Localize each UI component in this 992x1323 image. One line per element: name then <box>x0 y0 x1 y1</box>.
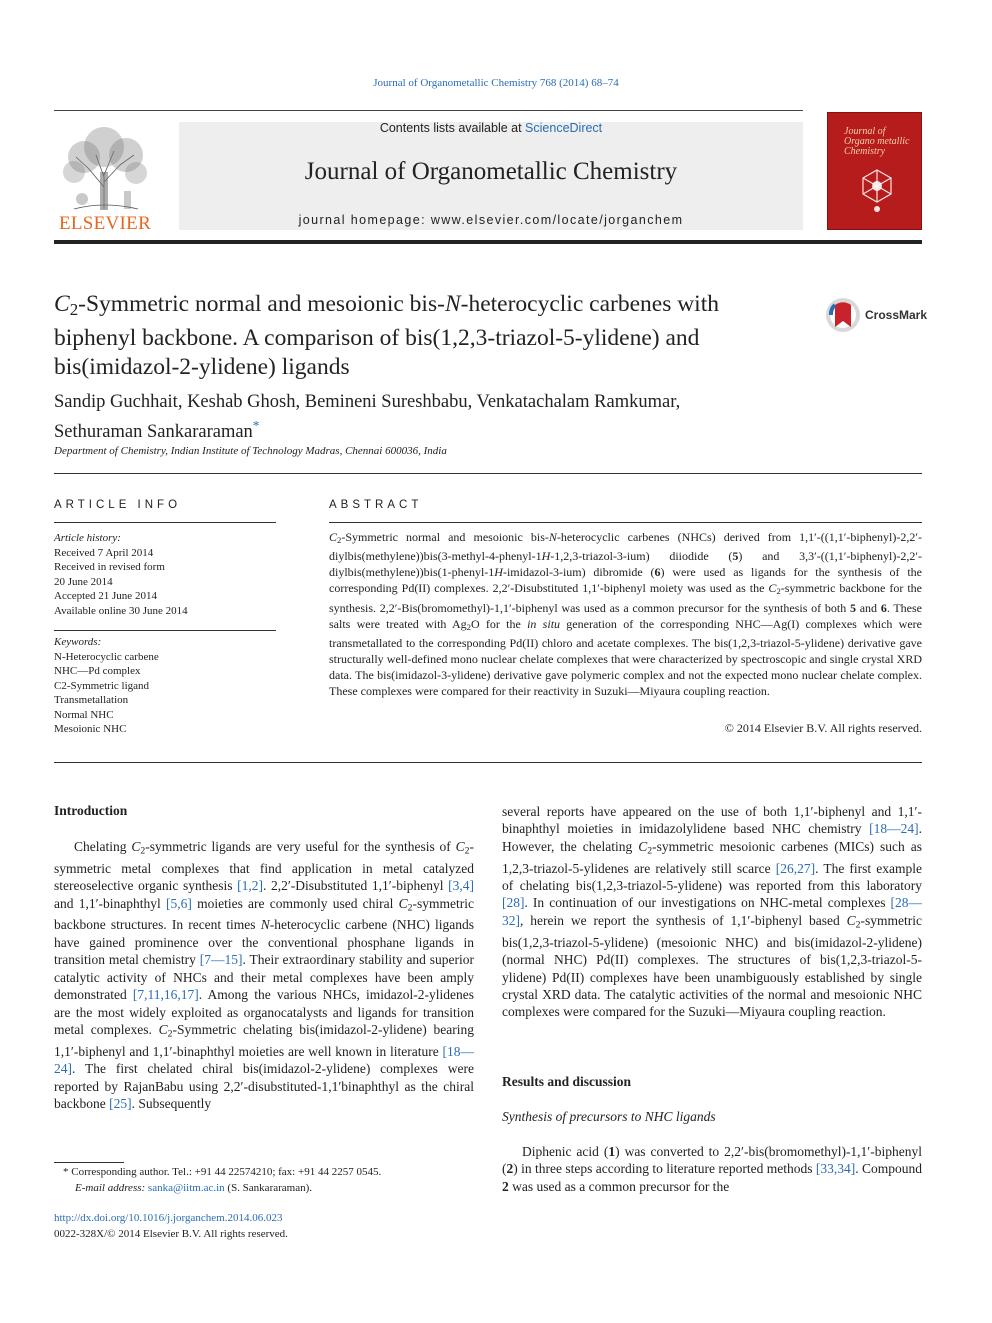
keyword-item: NHC—Pd complex <box>54 665 141 677</box>
article-title: $C_2$-Symmetric normal and mesoionic bis-N-heterocyclic carbenes with biphenyl backbone. A comparison of bis(1,2,3-triazol-5-ylidene) and bis(imidazol-2-ylidene) ligands <box>54 291 719 381</box>
contents-line <box>179 121 803 135</box>
introduction-heading: Introduction <box>54 803 128 818</box>
doi-link[interactable]: http://dx.doi.org/10.1016/j.jorganchem.2014.06.023 <box>54 1212 283 1224</box>
article-title-part1: -Symmetric normal and mesoionic bis- <box>78 291 445 317</box>
keywords-block <box>54 635 159 737</box>
keyword-item: Transmetallation <box>54 694 129 706</box>
email-link[interactable]: sanka@iitm.ac.in <box>147 1181 225 1194</box>
journal-title: Journal of Organometallic Chemistry <box>304 158 678 185</box>
history-item: Available online 30 June 2014 <box>54 604 188 617</box>
header-top-rule <box>54 110 803 111</box>
keywords-rule <box>54 630 276 631</box>
history-item: 20 June 2014 <box>54 575 113 588</box>
authors-line-2: Sethuraman Sankararaman <box>54 422 253 443</box>
affiliation-rule <box>54 473 922 474</box>
article-info-heading: ARTICLE INFO <box>54 499 182 511</box>
history-item: Received in revised form <box>54 561 165 573</box>
corresponding-author-marker[interactable]: * <box>252 418 260 433</box>
article-info-rule <box>54 522 276 523</box>
authors-line-1: Sandip Guchhait, Keshab Ghosh, Bemineni Sureshbabu, Venkatachalam Ramkumar, <box>54 392 681 412</box>
abstract-heading: ABSTRACT <box>329 499 423 511</box>
introduction-paragraph: Chelating $C_2$-symmetric ligands are very useful for the synthesis of $C_2$-symmetric metal complexes that find application in metal catalyzed stereoselective organic synthesis [1,2]. 2,2′-Disubstituted 1,1′-biphenyl [3,4] and 1,1′-binaphthyl [5,6] moieties are commonly used chiral $C_2$-symmetric backbone structures. In recent times N-heterocyclic carbene (NHC) ligands have gained prominence over the conventional phosphane ligands in transition metal chemistry [7—15]. Their extraordinary stability and superior catalytic activity of NHCs and their metal complexes have been amply demonstrated [7,11,16,17]. Among the various NHCs, imidazol-2-ylidenes are the most widely exploited as organocatalysts and ligands for transition metal complexes. $C_2$-Symmetric chelating bis(imidazol-2-ylidene) bearing 1,1′-biphenyl and 1,1′-binaphthyl moieties are well known in literature [18—24]. The first chelated chiral bis(imidazol-2-ylidene) complexes were reported by RajanBabu using 2,2′-disubstituted-1,1′binaphthyl as the chiral backbone [25]. Subsequently <box>54 839 475 1111</box>
author-list <box>54 390 814 444</box>
introduction-continued: several reports have appeared on the use of both 1,1′-biphenyl and 1,1′-binaphthyl moieties in imidazolylidene based NHC chemistry [18—24]. However, the chelating $C_2$-symmetric mesoionic carbenes (MICs) such as 1,2,3-triazol-5-ylidenes are relatively still scarce [26,27]. The first example of chelating bis(1,2,3-triazol-5-ylidene) was reported from this laboratory [28]. In continuation of our investigations on NHC-metal complexes [28—32], herein we report the synthesis of 1,1′-biphenyl based $C_2$-symmetric bis(1,2,3-triazol-5-ylidene) (mesoionic NHC) and bis(imidazol-2-ylidene) (normal NHC) Pd(II) complexes. The structures of bis(1,2,3-triazol-5-ylidene) Pd(II) complexes have been unambiguously established by single crystal XRD data. The catalytic activities of the normal and mesoionic NHC complexes were compared for the Suzuki—Miyaura coupling reaction. <box>502 804 923 1020</box>
footnote-rule <box>54 1162 124 1163</box>
elsevier-wordmark: ELSEVIER <box>58 213 152 234</box>
journal-citation[interactable]: Journal of Organometallic Chemistry 768 (2014) 68–74 <box>373 77 619 89</box>
journal-homepage[interactable]: journal homepage: www.elsevier.com/locate/jorganchem <box>298 213 684 227</box>
email-label: E-mail address: <box>75 1181 148 1194</box>
footnote <box>54 1165 474 1196</box>
keywords-label: Keywords: <box>54 636 102 648</box>
footnote-marker: * <box>63 1166 72 1178</box>
history-item: Accepted 21 June 2014 <box>54 590 157 602</box>
keyword-item: Normal NHC <box>54 708 114 721</box>
author-affiliation: Department of Chemistry, Indian Institute of Technology Madras, Chennai 600036, India <box>54 445 447 457</box>
doi-block <box>54 1211 288 1242</box>
results-heading: Results and discussion <box>502 1074 632 1089</box>
email-suffix: (S. Sankararaman). <box>224 1181 313 1194</box>
article-title-part2: -heterocyclic carbenes with biphenyl backbone. A comparison of bis(1,2,3-triazol-5-ylidene) and bis(imidazol-2-ylidene) ligands <box>54 291 719 381</box>
keyword-item: Mesoionic NHC <box>54 723 127 735</box>
keyword-item: N-Heterocyclic carbene <box>54 650 159 663</box>
history-label: Article history: <box>54 532 121 544</box>
crossmark-label[interactable]: CrossMark <box>865 308 928 322</box>
article-history <box>54 531 188 618</box>
synthesis-subheading: Synthesis of precursors to NHC ligands <box>502 1109 716 1124</box>
abstract-bottom-rule <box>54 762 922 763</box>
cover-title: Journal of Organo metallic Chemistry <box>844 126 910 157</box>
corresponding-author-note: Corresponding author. Tel.: +91 44 22574210; fax: +91 44 2257 0545. <box>71 1166 382 1178</box>
synthesis-paragraph: Diphenic acid (1) was converted to 2,2′-bis(bromomethyl)-1,1′-biphenyl (2) in three steps according to literature reported methods [33,34]. Compound 2 was used as a common precursor for the <box>502 1144 923 1194</box>
issn-line: 0022-328X/© 2014 Elsevier B.V. All rights reserved. <box>54 1227 288 1240</box>
abstract-copyright: © 2014 Elsevier B.V. All rights reserved. <box>724 721 922 735</box>
journal-cover-image <box>827 112 922 230</box>
history-item: Received 7 April 2014 <box>54 546 154 559</box>
cover-molecule-graphic <box>854 165 900 215</box>
keyword-item: C2-Symmetric ligand <box>54 679 150 692</box>
sciencedirect-link[interactable]: ScienceDirect <box>525 121 603 135</box>
abstract-text: $C_2$-Symmetric normal and mesoionic bis-N-heterocyclic carbenes (NHCs) derived from 1,1′-((1,1′-biphenyl)-2,2′-diylbis(methylene))bis(3-methyl-4-phenyl-1H-1,2,3-triazol-3-ium) diiodide (5) and 3,3′-((1,1′-biphenyl)-2,2′-diylbis(methylene))bis(1-phenyl-1H-imidazol-3-ium) dibromide (6) were used as ligands for the synthesis of the corresponding Pd(II) complexes. 2,2′-Disubstituted 1,1′-biphenyl moiety was used as the $C_2$-symmetric backbone for the synthesis. 2,2′-Bis(bromomethyl)-1,1′-biphenyl was used as a common precursor for the synthesis of both 5 and 6. These salts were treated with $Ag_2O$ for the in situ generation of the corresponding NHC—Ag(I) complexes which were transmetallated to the corresponding Pd(II) chloro and acetate complexes. The bis(1,2,3-triazol-5-ylidene) derivative gave structurally well-defined mono nuclear chelate complexes that were characterized by spectroscopic and single crystal XRD data. The bis(imidazol-3-ylidene) derivative gave polymeric complex and not the expected mono nuclear chelate complex. These complexes were compared for their reactivity in Suzuki—Miyaura coupling reaction. <box>329 530 923 699</box>
header-bottom-rule <box>54 240 922 244</box>
abstract-rule <box>329 522 922 523</box>
contents-prefix: Contents lists available at <box>379 121 526 135</box>
